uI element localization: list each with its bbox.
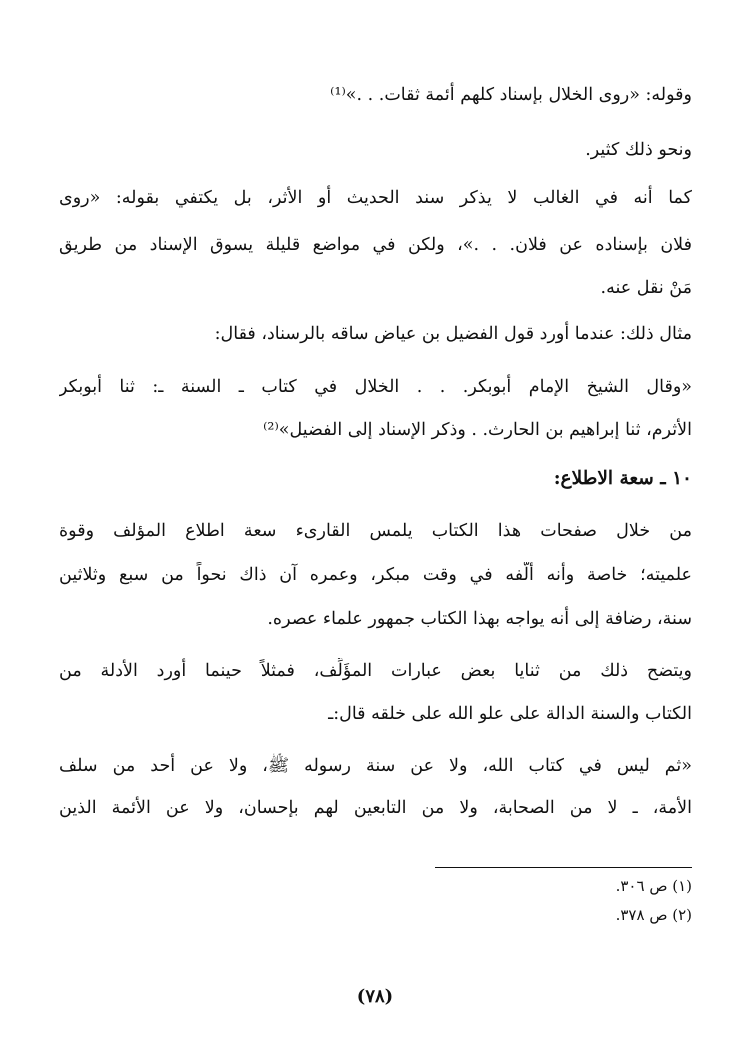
- text-line: مَنْ نقل عنه.: [600, 278, 692, 298]
- text-line: فلان بإسناده عن فلان. . .»، ولكن في مواضع قليلة يسوق الإسناد من طريق: [59, 235, 692, 255]
- text-line: من خلال صفحات هذا الكتاب يلمس القارىء سعة اطلاع المؤلف وقوة: [59, 521, 692, 541]
- text-line: ويتضح ذلك من ثنايا بعض عبارات المؤَلِّف، فمثلاً حينما أورد الأدلة من: [59, 661, 692, 681]
- footnote: (١) ص ٣٠٦.: [615, 877, 692, 895]
- text-line: كما أنه في الغالب لا يذكر سند الحديث أو الأثر، بل يكتفي بقوله: «روى: [59, 188, 692, 208]
- footnote: (٢) ص ٣٧٨.: [615, 906, 692, 924]
- text-line: ونحو ذلك كثير.: [585, 140, 692, 160]
- page-number: (٧٨): [356, 986, 394, 1007]
- text-line: «ثم ليس في كتاب الله، ولا عن سنة رسوله ﷺ، ولا عن أحد من سلف: [59, 756, 692, 776]
- text-line: سنة، رضافة إلى أنه يواجه بهذا الكتاب جمهور علماء عصره.: [267, 609, 692, 629]
- text-line: الأثرم، ثنا إبراهيم بن الحارث. . وذكر الإسناد إلى الفضيل»⁽²⁾: [263, 420, 692, 440]
- footnote-separator: [435, 867, 692, 868]
- text-line: وقوله: «روى الخلال بإسناد كلهم أئمة ثقات. . .»⁽¹⁾: [330, 85, 692, 105]
- text-line: مثال ذلك: عندما أورد قول الفضيل بن عياض ساقه بالرسناد، فقال:: [214, 324, 692, 344]
- section-heading: ١٠ ـ سعة الاطلاع:: [553, 468, 692, 489]
- text-line: الأمة، ـ لا من الصحابة، ولا من التابعين لهم بإحسان، ولا عن الأئمة الذين: [59, 798, 692, 818]
- text-line: «وقال الشيخ الإمام أبوبكر. . . الخلال في كتاب ـ السنة ـ: ثنا أبوبكر: [59, 377, 692, 397]
- text-line: الكتاب والسنة الدالة على علو الله على خلقه قال:ـ: [328, 704, 692, 724]
- text-line: علميته؛ خاصة وأنه ألّفه في وقت مبكر، وعمره آن ذاك نحواً من سبع وثلاثين: [59, 565, 692, 585]
